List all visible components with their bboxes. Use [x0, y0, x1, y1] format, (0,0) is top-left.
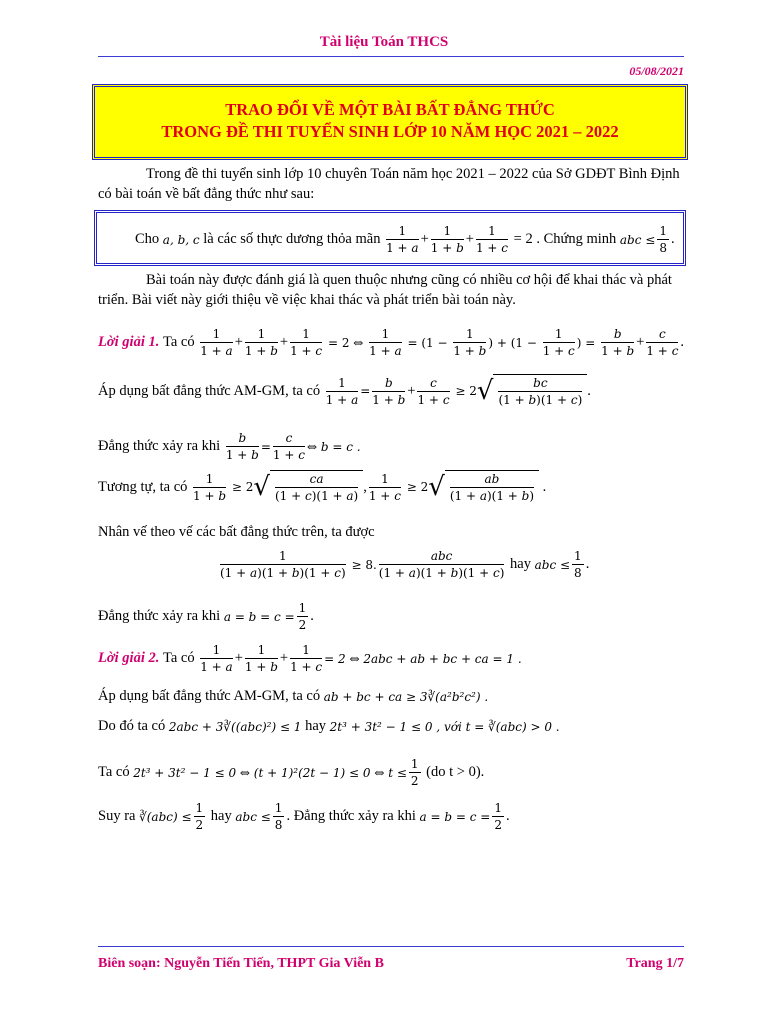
sol2-l2-text: Áp dụng bất đẳng thức AM-GM, ta có	[98, 688, 321, 704]
frac-1-over-1pb: $\frac{1}{1 + b}$	[430, 224, 464, 255]
sol1-product-inequality: $\frac{1}{(1 + a)(1 + b)(1 + c)}$ ≥ 8. $\frac{\text{abc}}{(1 + a)(1 + b)(1 + c)}$ hay abc ≤ $\frac{1}{8}$ .	[220, 549, 590, 580]
problem-end: .	[670, 231, 675, 247]
intro-paragraph: Trong đề thi tuyển sinh lớp 10 chuyên Toán năm học 2021 – 2022 của Sở GDĐT Bình Định có bài toán về bất đẳng thức như sau:	[98, 166, 680, 202]
title-line-1: TRAO ĐỔI VỀ MỘT BÀI BẤT ĐẲNG THỨC	[225, 100, 555, 119]
sol1-line-3: Đẳng thức xảy ra khi $\frac{b}{1 + b}$ = $\frac{c}{1 + c}$ ⇔ b = c .	[98, 431, 361, 462]
sol2-line-2	[98, 688, 488, 705]
sol1-l2-text: Áp dụng bất đẳng thức AM-GM, ta có	[98, 382, 321, 399]
sol2-l1-text: Ta có	[162, 650, 195, 666]
sol1-l6-eq: a = b = c =	[223, 609, 295, 624]
sol1-l6-text: Đẳng thức xảy ra khi	[98, 608, 221, 624]
sol2-line-3	[98, 718, 560, 735]
sol1-l5-hay: hay	[510, 556, 531, 572]
sol1-line-1: Lời giải 1. Ta có $\frac{1}{1 + a}$ + $\frac{1}{1 + b}$ + $\frac{1}{1 + c}$ = 2 ⇔ $\frac{1}{1 + a}$ = (1 − $\frac{1}{1 + b}$ ) + (1 − $\frac{1}{1 + c}$ ) = $\frac{b}{1 + b}$ + $\frac{c}{1 + c}$ .	[98, 327, 685, 358]
footer-page: Trang 1/7	[626, 956, 684, 971]
sol1-l3-text: Đẳng thức xảy ra khi	[98, 438, 221, 454]
sol2-line-5: Suy ra ∛(abc) ≤ $\frac{1}{2}$ hay abc ≤ $\frac{1}{8}$ . Đẳng thức xảy ra khi a = b = c = $\frac{1}{2}$ .	[98, 801, 510, 832]
problem-condition-text: là các số thực dương thỏa mãn	[203, 231, 381, 247]
title-box	[92, 84, 688, 160]
sol2-label: Lời giải 2.	[98, 650, 160, 666]
problem-prefix: Cho	[135, 231, 160, 247]
header-rule	[98, 56, 684, 57]
sol2-l5-text2: . Đẳng thức xảy ra khi	[286, 808, 416, 824]
sol2-l3-math2: 2t³ + 3t² − 1 ≤ 0 , với t = ∛(abc) > 0 .	[329, 719, 560, 734]
sol1-l1-text: Ta có	[162, 334, 195, 350]
paragraph-2: Bài toán này được đánh giá là quen thuộc nhưng cũng có nhiều cơ hội để khai thác và phát triển. Bài viết này giới thiệu về việc khai thác và phát triển bài toán này.	[98, 272, 672, 308]
footer-author: Biên soạn: Nguyễn Tiến Tiến, THPT Gia Viễn B	[98, 956, 384, 971]
header-date: 05/08/2021	[629, 64, 684, 78]
sol2-l1-end: = 2 ⇔ 2abc + ab + bc + ca = 1 .	[324, 651, 522, 666]
problem-eq-end: = 2 . Chứng minh	[513, 231, 617, 247]
frac-1-over-1pa: $\frac{1}{1 + a}$	[386, 224, 419, 255]
problem-claim: abc ≤	[619, 232, 656, 247]
sol1-line-5: Nhân vế theo vế các bất đẳng thức trên, ta được	[98, 524, 375, 540]
sol1-line-4: Tương tự, ta có $\frac{1}{1 + b}$ ≥ 2 √ $\frac{ca}{(1 + c)(1 + a)}$ , $\frac{1}{1 + c}$ ≥ 2 √ $\frac{ab}{(1 + a)(1 + b)}$ .	[98, 471, 547, 503]
sol1-label: Lời giải 1.	[98, 334, 160, 350]
sol1-line-2: Áp dụng bất đẳng thức AM-GM, ta có $\frac{1}{1 + a}$ = $\frac{b}{1 + b}$ + $\frac{c}{1 + c}$ ≥ 2 √ $\frac{bc}{(1 + b)(1 + c)}$ .	[98, 375, 591, 407]
sol1-l4-text: Tương tự, ta có	[98, 478, 188, 495]
problem-box	[94, 210, 686, 266]
sol2-l3-text: Do đó ta có	[98, 718, 166, 734]
sol1-line-6: Đẳng thức xảy ra khi a = b = c = $\frac{1}{2}$ .	[98, 601, 314, 632]
sol1-l3-end: ⇔ b = c .	[306, 439, 361, 454]
sol2-l5-hay: hay	[210, 808, 232, 824]
sol2-l5-text: Suy ra	[98, 808, 136, 824]
sol2-l5-math: ∛(abc) ≤	[139, 809, 192, 824]
sol2-l3-math: 2abc + 3∛((abc)²) ≤ 1	[168, 719, 302, 734]
sol2-l3-hay: hay	[305, 718, 327, 734]
sol2-l5-eq: a = b = c =	[419, 809, 491, 824]
sol2-l4-note: (do t > 0).	[426, 764, 485, 780]
header-title: Tài liệu Toán THCS	[319, 34, 449, 50]
sol2-l5-math2: abc ≤	[235, 809, 271, 824]
title-line-2: TRONG ĐỀ THI TUYỂN SINH LỚP 10 NĂM HỌC 2021 – 2022	[161, 122, 619, 141]
frac-1-over-8: $\frac{1}{8}$	[659, 224, 667, 255]
problem-statement: Cho a, b, c là các số thực dương thỏa mãn $\frac{1}{1 + a}$ + $\frac{1}{1 + b}$ + $\frac{1}{1 + c}$ = 2 . Chứng minh abc ≤ $\frac{1}{8}$ .	[135, 224, 675, 255]
sol2-l2-math: ab + bc + ca ≥ 3∛(a²b²c²) .	[323, 689, 489, 704]
sol2-line-4: Ta có 2t³ + 3t² − 1 ≤ 0 ⇔ (t + 1)²(2t − 1) ≤ 0 ⇔ t ≤ $\frac{1}{2}$ (do t > 0).	[98, 757, 485, 788]
frac-1-over-1pc: $\frac{1}{1 + c}$	[475, 224, 509, 255]
footer-rule	[98, 946, 684, 947]
problem-vars: a, b, c	[162, 232, 200, 247]
sol2-l4-text: Ta có	[98, 764, 130, 780]
sol2-l4-math: 2t³ + 3t² − 1 ≤ 0 ⇔ (t + 1)²(2t − 1) ≤ 0 ⇔ t ≤	[133, 765, 407, 780]
sol2-line-1: Lời giải 2. Ta có $\frac{1}{1 + a}$ + $\frac{1}{1 + b}$ + $\frac{1}{1 + c}$ = 2 ⇔ 2abc + ab + bc + ca = 1 .	[98, 643, 522, 674]
